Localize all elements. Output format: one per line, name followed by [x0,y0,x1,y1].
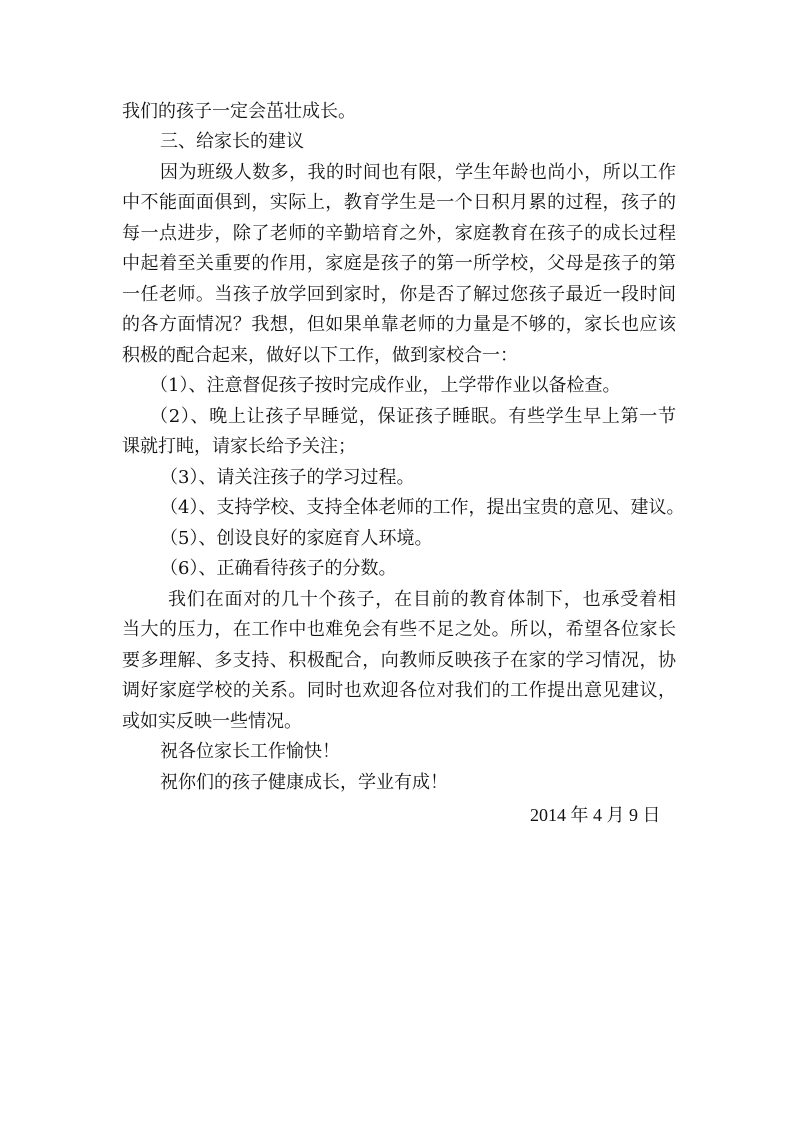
list-item: （6）、正确看待孩子的分数。 [160,558,397,579]
list-item: （5）、创设良好的家庭育人环境。 [160,528,433,549]
paragraph-line: 我们在面对的几十个孩子，在目前的教育体制下，也承受着相 [168,589,676,610]
greeting-line: 祝各位家长工作愉快！ [160,741,340,762]
paragraph-line: 中不能面面俱到，实际上，教育学生是一个日积月累的过程，孩子的 [122,192,676,213]
list-item: （4）、支持学校、支持全体老师的工作，提出宝贵的意见、建议。 [160,497,685,518]
paragraph-line: 中起着至关重要的作用，家庭是孩子的第一所学校，父母是孩子的第 [122,253,676,274]
paragraph-line: 的各方面情况？我想，但如果单靠老师的力量是不够的，家长也应该 [122,314,676,335]
paragraph-line: 当大的压力，在工作中也难免会有些不足之处。所以，希望各位家长 [122,619,676,640]
list-item: （1）、注意督促孩子按时完成作业，上学带作业以备检查。 [150,375,621,396]
paragraph-line: 或如实反映一些情况。 [122,711,302,732]
document-date: 2014 年 4 月 9 日 [530,805,661,825]
paragraph-line: 调好家庭学校的关系。同时也欢迎各位对我们的工作提出意见建议， [122,680,676,701]
list-item: （2）、晚上让孩子早睡觉，保证孩子睡眠。有些学生早上第一节 [150,406,676,427]
paragraph-line: 要多理解、多支持、积极配合，向教师反映孩子在家的学习情况，协 [122,650,676,671]
closing-line-previous-page: 我们的孩子一定会茁壮成长。 [122,101,356,122]
paragraph-line: 一任老师。当孩子放学回到家时，你是否了解过您孩子最近一段时间 [122,284,676,305]
greeting-line: 祝你们的孩子健康成长，学业有成！ [160,772,448,793]
paragraph-line: 积极的配合起来，做好以下工作，做到家校合一： [122,345,518,366]
paragraph-line: 因为班级人数多，我的时间也有限，学生年龄也尚小，所以工作 [160,162,676,183]
paragraph-line: 每一点进步，除了老师的辛勤培育之外，家庭教育在孩子的成长过程 [122,223,676,244]
section-heading: 三、给家长的建议 [160,131,304,152]
list-item: （3）、请关注孩子的学习过程。 [160,467,415,488]
list-item-continuation: 课就打盹，请家长给予关注； [122,436,356,457]
